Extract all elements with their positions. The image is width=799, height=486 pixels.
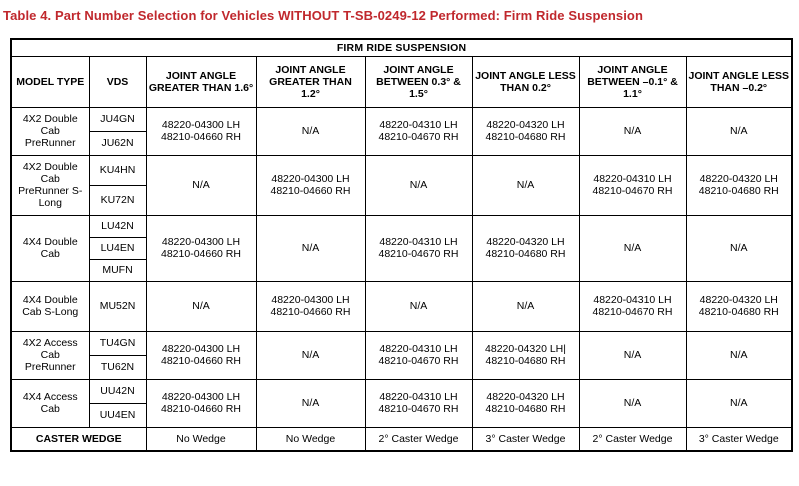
- part-cell: 48220-04300 LH 48210-04660 RH: [146, 379, 256, 427]
- part-cell: N/A: [686, 107, 792, 155]
- part-cell: N/A: [472, 281, 579, 331]
- part-cell: N/A: [146, 281, 256, 331]
- table-row: [11, 107, 792, 131]
- part-cell: N/A: [579, 379, 686, 427]
- vds-cell: KU4HN: [89, 155, 146, 185]
- vds-cell: JU62N: [89, 131, 146, 155]
- header-joint-angle-gt-1-2: JOINT ANGLE GREATER THAN 1.2°: [256, 56, 365, 107]
- table-row: [11, 379, 792, 403]
- caster-wedge-label: CASTER WEDGE: [11, 427, 146, 451]
- header-vds: VDS: [89, 56, 146, 107]
- part-cell: 48220-04310 LH 48210-04670 RH: [365, 331, 472, 379]
- model-type-cell: 4X2 Double Cab PreRunner S-Long: [11, 155, 89, 215]
- part-cell: N/A: [686, 215, 792, 281]
- part-cell: 48220-04320 LH| 48210-04680 RH: [472, 331, 579, 379]
- part-cell: 48220-04310 LH 48210-04670 RH: [365, 107, 472, 155]
- header-joint-angle-lt-0-2: JOINT ANGLE LESS THAN 0.2°: [472, 56, 579, 107]
- header-joint-angle-between-0-3-1-5: JOINT ANGLE BETWEEN 0.3° & 1.5°: [365, 56, 472, 107]
- part-cell: N/A: [365, 281, 472, 331]
- part-cell: N/A: [579, 215, 686, 281]
- caster-wedge-cell: 3° Caster Wedge: [686, 427, 792, 451]
- model-type-cell: 4X4 Access Cab: [11, 379, 89, 427]
- vds-cell: UU4EN: [89, 403, 146, 427]
- part-cell: N/A: [686, 331, 792, 379]
- part-number-table: [10, 38, 793, 452]
- part-cell: 48220-04310 LH 48210-04670 RH: [579, 281, 686, 331]
- vds-cell: KU72N: [89, 185, 146, 215]
- part-cell: 48220-04320 LH 48210-04680 RH: [472, 107, 579, 155]
- caster-wedge-row: [11, 427, 792, 451]
- caster-wedge-cell: 3° Caster Wedge: [472, 427, 579, 451]
- table-row: [11, 331, 792, 355]
- part-cell: N/A: [256, 215, 365, 281]
- part-cell: 48220-04320 LH 48210-04680 RH: [686, 155, 792, 215]
- table-body: [11, 107, 792, 451]
- part-cell: N/A: [256, 331, 365, 379]
- vds-cell: TU62N: [89, 355, 146, 379]
- header-model-type: MODEL TYPE: [11, 56, 89, 107]
- vds-cell: MUFN: [89, 259, 146, 281]
- vds-cell: UU42N: [89, 379, 146, 403]
- part-cell: 48220-04320 LH 48210-04680 RH: [472, 215, 579, 281]
- header-row: [11, 56, 792, 107]
- header-joint-angle-lt-neg0-2: JOINT ANGLE LESS THAN –0.2°: [686, 56, 792, 107]
- vds-cell: JU4GN: [89, 107, 146, 131]
- vds-cell: LU42N: [89, 215, 146, 237]
- part-cell: 48220-04300 LH 48210-04660 RH: [256, 155, 365, 215]
- part-cell: N/A: [256, 379, 365, 427]
- header-joint-angle-gt-1-6: JOINT ANGLE GREATER THAN 1.6°: [146, 56, 256, 107]
- table-row: [11, 281, 792, 331]
- part-cell: 48220-04300 LH 48210-04660 RH: [146, 107, 256, 155]
- header-joint-angle-between-neg0-1-1-1: JOINT ANGLE BETWEEN –0.1° & 1.1°: [579, 56, 686, 107]
- part-cell: 48220-04300 LH 48210-04660 RH: [146, 331, 256, 379]
- table-row: [11, 215, 792, 237]
- part-cell: 48220-04300 LH 48210-04660 RH: [146, 215, 256, 281]
- part-cell: N/A: [256, 107, 365, 155]
- table-banner: FIRM RIDE SUSPENSION: [11, 39, 792, 56]
- vds-cell: TU4GN: [89, 331, 146, 355]
- part-cell: 48220-04320 LH 48210-04680 RH: [686, 281, 792, 331]
- caster-wedge-cell: 2° Caster Wedge: [579, 427, 686, 451]
- part-cell: 48220-04310 LH 48210-04670 RH: [579, 155, 686, 215]
- table-row: [11, 155, 792, 185]
- caster-wedge-cell: No Wedge: [146, 427, 256, 451]
- model-type-cell: 4X4 Double Cab S-Long: [11, 281, 89, 331]
- caster-wedge-cell: No Wedge: [256, 427, 365, 451]
- part-cell: N/A: [365, 155, 472, 215]
- part-cell: N/A: [686, 379, 792, 427]
- caster-wedge-cell: 2° Caster Wedge: [365, 427, 472, 451]
- vds-cell: MU52N: [89, 281, 146, 331]
- vds-cell: LU4EN: [89, 237, 146, 259]
- part-cell: 48220-04300 LH 48210-04660 RH: [256, 281, 365, 331]
- table-caption: Table 4. Part Number Selection for Vehicles WITHOUT T-SB-0249-12 Performed: Firm Ride Suspension: [3, 8, 644, 23]
- part-cell: N/A: [472, 155, 579, 215]
- part-cell: N/A: [146, 155, 256, 215]
- part-cell: 48220-04310 LH 48210-04670 RH: [365, 379, 472, 427]
- model-type-cell: 4X2 Access Cab PreRunner: [11, 331, 89, 379]
- part-cell: N/A: [579, 331, 686, 379]
- part-cell: 48220-04320 LH 48210-04680 RH: [472, 379, 579, 427]
- model-type-cell: 4X2 Double Cab PreRunner: [11, 107, 89, 155]
- model-type-cell: 4X4 Double Cab: [11, 215, 89, 281]
- part-cell: 48220-04310 LH 48210-04670 RH: [365, 215, 472, 281]
- part-cell: N/A: [579, 107, 686, 155]
